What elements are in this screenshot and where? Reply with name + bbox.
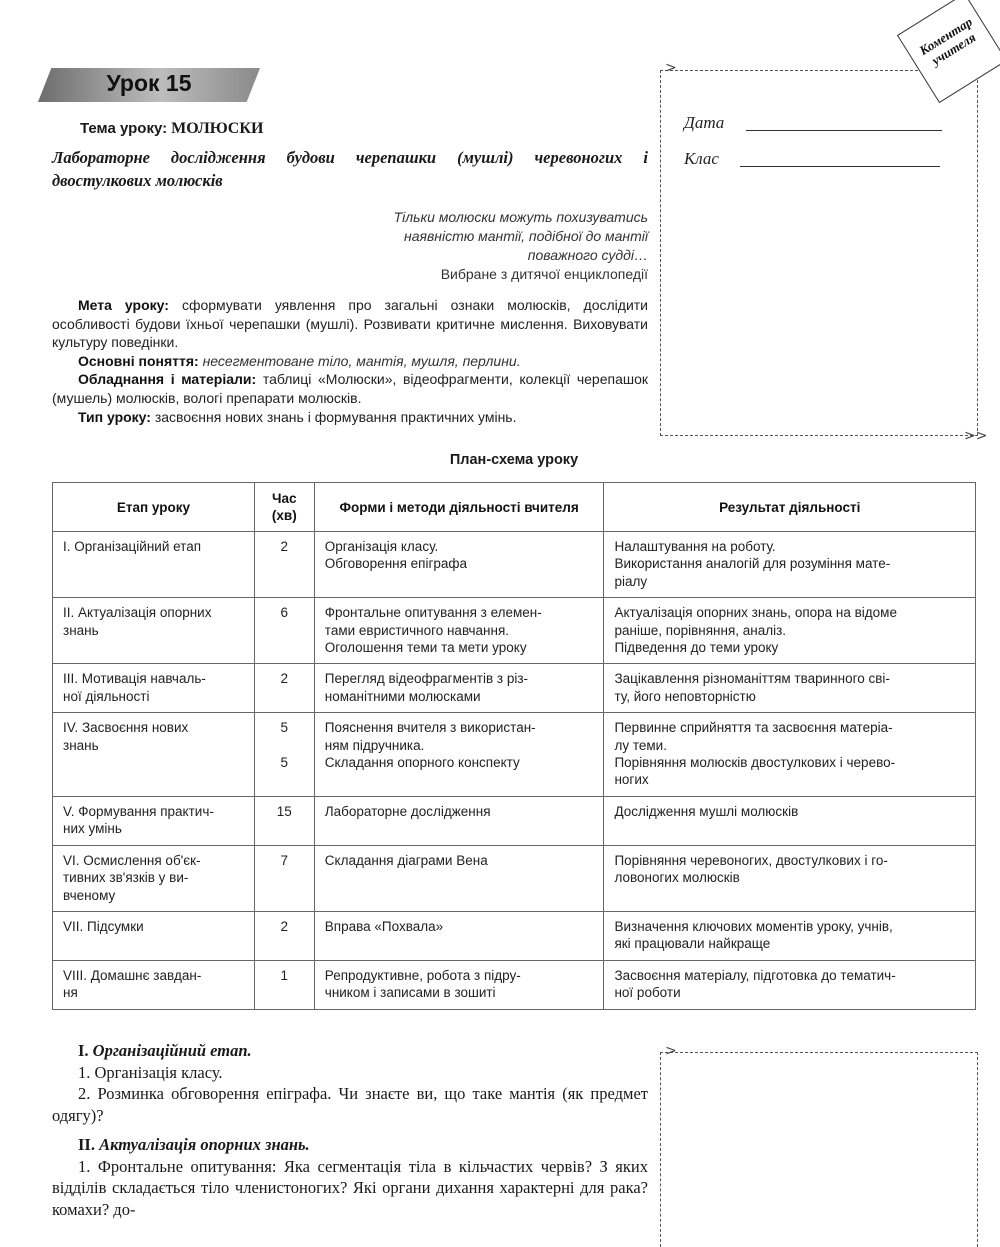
lesson-body xyxy=(52,1040,648,1220)
epigraph-source: Вибране з дитячої енциклопедії xyxy=(440,266,648,282)
cell-line: ням підручника. xyxy=(324,737,425,753)
cell-line: Оголошення теми та мети уроку xyxy=(324,640,527,656)
body-paragraph: 1. Організація класу. xyxy=(78,1062,223,1082)
cell-line: II. Актуалізація опорних xyxy=(63,605,212,621)
cell-line: тивних зв'язків у ви- xyxy=(63,870,189,886)
date-label: Дата xyxy=(684,113,725,132)
time-cell xyxy=(254,664,314,713)
lesson-topic xyxy=(80,120,263,138)
cell-line: Репродуктивне, робота з підру- xyxy=(324,967,521,983)
result-cell xyxy=(604,713,976,797)
date-field[interactable] xyxy=(746,130,942,131)
cell-line: 2 xyxy=(280,539,289,554)
arrow-right-icon: > xyxy=(665,1043,677,1059)
column-header: Час (хв) xyxy=(254,483,314,532)
spacer xyxy=(52,1126,648,1134)
cell-line: Налаштування на роботу. xyxy=(614,539,776,554)
type-text: засвоєння нових знань і формування практичних умінь. xyxy=(154,408,517,425)
cell-line: Засвоєння матеріалу, підготовка до тематич- xyxy=(614,967,896,983)
methods-cell xyxy=(314,911,604,960)
cell-line: Зацікавлення різноманіттям тваринного сві- xyxy=(614,671,890,687)
body-paragraph: 2. Розминка обговорення епіграфа. Чи знаєте ви, що таке мантія (як предмет одягу)? xyxy=(52,1084,648,1125)
type-label: Тип уроку: xyxy=(78,408,151,425)
cell-line: Використання аналогій для розуміння мате- xyxy=(614,556,891,572)
section-title: Організаційний етап. xyxy=(92,1041,252,1060)
table-row xyxy=(53,845,976,911)
section-title: Актуалізація опорних знань. xyxy=(99,1135,310,1154)
cell-line: 2 xyxy=(280,918,289,934)
topic-label: Тема уроку: xyxy=(80,120,168,137)
result-cell xyxy=(604,845,976,911)
table-row xyxy=(53,598,976,664)
table-row xyxy=(53,911,976,960)
time-cell xyxy=(254,796,314,845)
cell-line: Пояснення вчителя з використан- xyxy=(324,720,536,736)
result-cell xyxy=(604,911,976,960)
cell-line: VI. Осмислення об'єк- xyxy=(63,852,201,868)
lesson-banner xyxy=(38,68,260,102)
table-row xyxy=(53,664,976,713)
cell-line: Вправа «Похвала» xyxy=(324,918,444,934)
cell-line: ної роботи xyxy=(614,985,681,1001)
cell-line: IV. Засвоєння нових xyxy=(63,720,189,736)
cell-line: вченому xyxy=(63,887,116,903)
equipment-label: Обладнання і матеріали: xyxy=(78,371,257,388)
stage-cell xyxy=(53,796,255,845)
section-heading xyxy=(52,1134,648,1156)
cell-line: Підведення до теми уроку xyxy=(614,640,779,656)
result-cell xyxy=(604,796,976,845)
cell-line: тами евристичного навчання. xyxy=(324,622,510,638)
cell-line: ної діяльності xyxy=(63,688,150,704)
lesson-subtitle: Лабораторне дослідження будови черепашки (мушлі) черевоногих і двостулкових молюсків xyxy=(52,148,648,190)
cell-line: ту, його неповторністю xyxy=(614,688,756,704)
stage-cell xyxy=(53,713,255,797)
cell-line: ловоногих молюсків xyxy=(614,870,740,886)
cell-line: які працювали найкраще xyxy=(614,936,771,952)
time-cell xyxy=(254,532,314,598)
column-header: Результат діяльності xyxy=(604,483,976,532)
class-label: Клас xyxy=(684,149,719,168)
cell-line: Обговорення епіграфа xyxy=(324,556,468,572)
time-cell xyxy=(254,598,314,664)
plan-title: План-схема уроку xyxy=(449,452,579,468)
class-field[interactable] xyxy=(740,166,940,167)
time-cell xyxy=(254,911,314,960)
cell-line: V. Формування практич- xyxy=(63,803,214,819)
cell-line: 5 xyxy=(280,755,289,771)
cell-line: I. Організаційний етап xyxy=(63,539,202,554)
body-paragraph: 1. Фронтальне опитування: Яка сегментація тіла в кільчастих червів? З яких відділів складається тіло членистоногих? Які органи дихання характерні для рака? комахи? до- xyxy=(52,1156,648,1219)
table-row xyxy=(53,532,976,598)
cell-line: Визначення ключових моментів уроку, учнів, xyxy=(614,918,893,934)
cell-line: VII. Підсумки xyxy=(63,918,144,934)
methods-cell xyxy=(314,796,604,845)
result-cell xyxy=(604,960,976,1009)
goal-label: Мета уроку: xyxy=(78,297,169,313)
cell-line: раніше, порівняння, аналіз. xyxy=(614,622,787,638)
methods-cell xyxy=(314,532,604,598)
goal-paragraph xyxy=(52,296,648,352)
cell-line: 1 xyxy=(280,967,289,983)
result-cell xyxy=(604,532,976,598)
column-header: Етап уроку xyxy=(53,483,255,532)
cell-line: ногих xyxy=(614,772,649,788)
cell-line: III. Мотивація навчаль- xyxy=(63,671,206,687)
lesson-title: Урок 15 xyxy=(106,70,192,96)
cell-line: 5 xyxy=(280,720,289,736)
cell-line: 7 xyxy=(280,852,289,868)
cell-line: Перегляд відеофрагментів з різ- xyxy=(324,671,529,687)
epigraph-line: наявністю мантії, подібної до мантії xyxy=(403,228,648,244)
cell-line: Лабораторне дослідження xyxy=(324,803,491,819)
result-cell xyxy=(604,598,976,664)
stamp-label: Коментар учителя xyxy=(916,13,979,68)
stage-cell xyxy=(53,598,255,664)
section-heading xyxy=(52,1040,648,1062)
epigraph-line: Тільки молюски можуть похизуватись xyxy=(393,209,648,225)
methods-cell xyxy=(314,960,604,1009)
time-cell xyxy=(254,960,314,1009)
cell-line: Порівняння черевоногих, двостулкових і го- xyxy=(614,852,888,868)
cell-line xyxy=(257,737,312,754)
epigraph-line: поважного судді… xyxy=(527,247,648,263)
methods-cell xyxy=(314,845,604,911)
stage-cell xyxy=(53,664,255,713)
stage-cell xyxy=(53,960,255,1009)
cell-line: лу теми. xyxy=(614,737,667,753)
cell-line: VIII. Домашнє завдан- xyxy=(63,967,202,983)
table-row xyxy=(53,713,976,797)
cell-line: Порівняння молюсків двостулкових і черево- xyxy=(614,755,896,771)
methods-cell xyxy=(314,664,604,713)
lesson-info xyxy=(52,296,648,426)
cell-line: Складання діаграми Вена xyxy=(324,852,488,868)
stage-cell xyxy=(53,911,255,960)
table-header-row xyxy=(53,483,976,532)
cell-line: Дослідження мушлі молюсків xyxy=(614,803,799,819)
equipment-text: таблиці «Молюски», відеофрагменти, колекції черепашок (мушель) молюсків, вологі препарати молюсків. xyxy=(52,371,648,406)
cell-line: 15 xyxy=(276,803,292,819)
cell-line: Фронтальне опитування з елемен- xyxy=(324,605,542,621)
cell-line: них умінь xyxy=(63,821,122,837)
methods-cell xyxy=(314,598,604,664)
type-paragraph xyxy=(52,408,648,427)
cell-line: Складання опорного конспекту xyxy=(324,755,520,771)
lesson-plan-table xyxy=(52,482,976,1010)
cell-line: знань xyxy=(63,622,99,638)
arrow-right-icon: > xyxy=(665,60,677,76)
equipment-paragraph xyxy=(52,370,648,407)
time-cell xyxy=(254,845,314,911)
section-number: II. xyxy=(78,1135,95,1154)
cell-line: ріалу xyxy=(614,573,648,589)
column-header: Форми і методи діяльності вчителя xyxy=(314,483,604,532)
topic-value: МОЛЮСКИ xyxy=(171,120,264,137)
cell-line: 2 xyxy=(280,671,289,687)
cell-line: ня xyxy=(63,985,78,1001)
time-cell xyxy=(254,713,314,797)
cell-line: знань xyxy=(63,737,99,753)
cell-line: 6 xyxy=(280,605,289,621)
concepts-text: несегментоване тіло, мантія, мушля, перлини. xyxy=(202,352,521,369)
stage-cell xyxy=(53,845,255,911)
methods-cell xyxy=(314,713,604,797)
arrow-right-icon: >> xyxy=(964,428,988,444)
goal-text: сформувати уявлення про загальні ознаки молюсків, дослідити особливості будови їхньої черепашки (мушлі). Розвивати критичне мислення. Виховувати культуру поведінки. xyxy=(52,297,649,351)
concepts-paragraph xyxy=(52,352,648,371)
section-number: I. xyxy=(78,1041,89,1060)
cell-line: Організація класу. xyxy=(324,539,439,554)
cell-line: чником і записами в зошиті xyxy=(324,985,496,1001)
concepts-label: Основні поняття: xyxy=(78,352,199,369)
table-row xyxy=(53,960,976,1009)
epigraph xyxy=(328,208,648,284)
cell-line: номанітними молюсками xyxy=(324,688,481,704)
cell-line: Первинне сприйняття та засвоєння матеріа- xyxy=(614,720,893,736)
result-cell xyxy=(604,664,976,713)
stage-cell xyxy=(53,532,255,598)
table-row xyxy=(53,796,976,845)
cell-line: Актуалізація опорних знань, опора на відоме xyxy=(614,605,897,621)
teacher-comment-box[interactable] xyxy=(660,1052,978,1247)
